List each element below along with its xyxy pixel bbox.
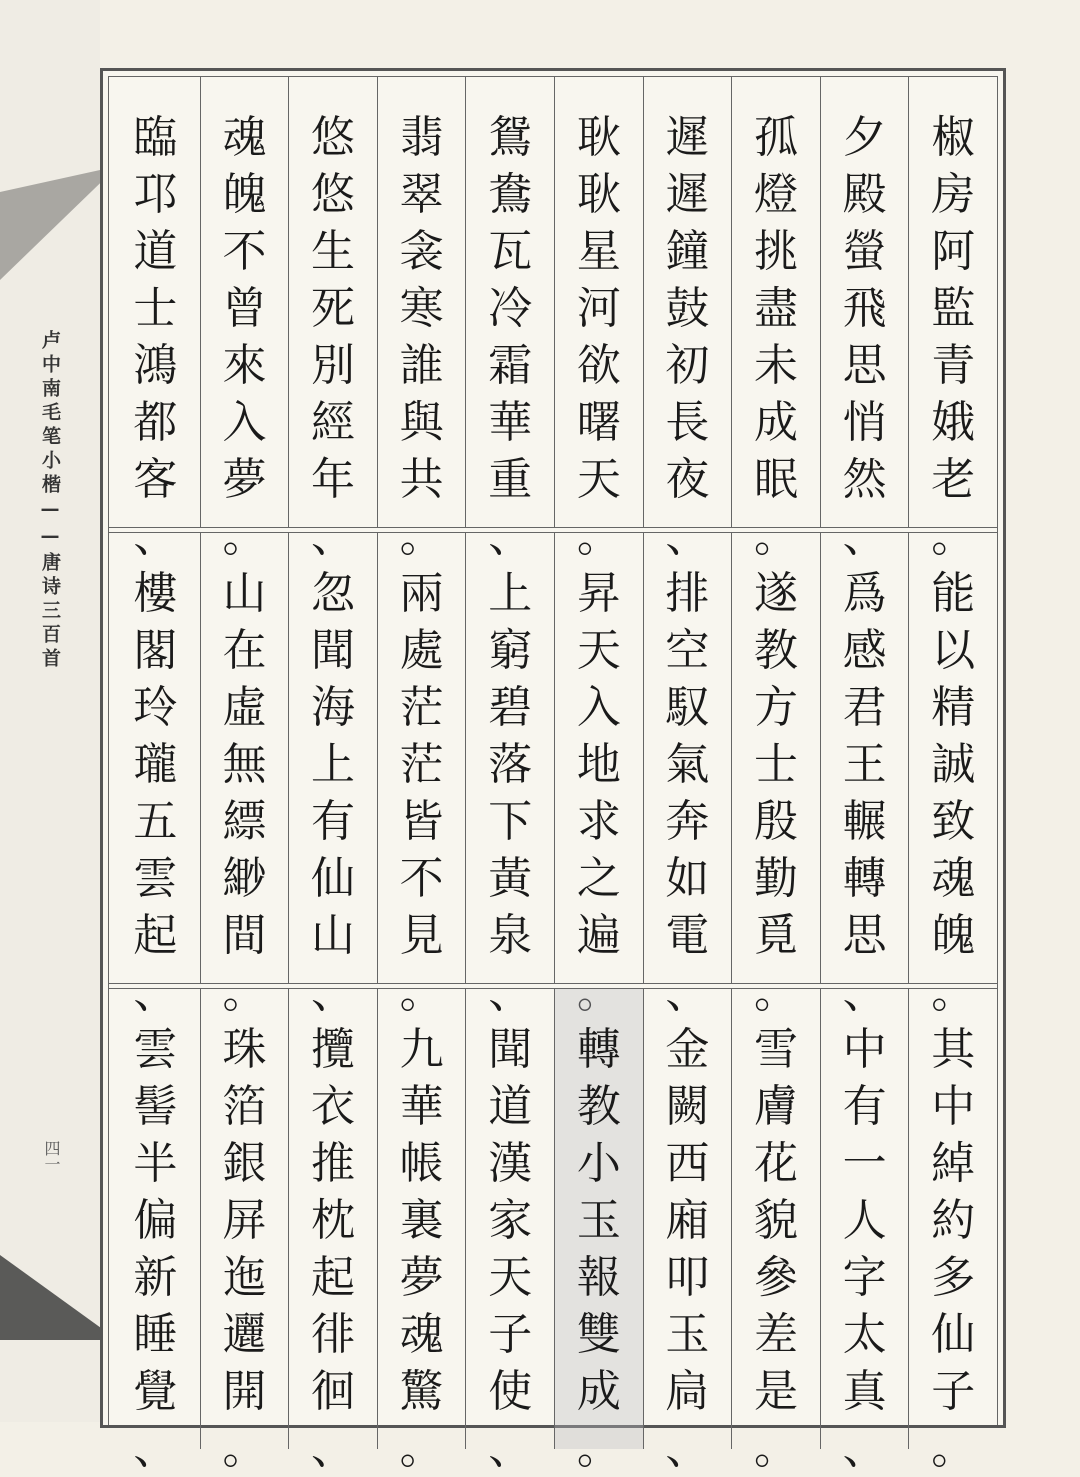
verse-character: 眠 [754,454,799,505]
verse-character: 爲 [842,568,887,619]
verse-character: 新 [133,1252,178,1303]
verse-character: 人 [842,1195,887,1246]
verse-character: 。 [399,511,444,562]
verse-character: 、 [133,1423,178,1474]
verse-character: 年 [311,454,356,505]
verse-character: 、 [488,511,533,562]
verse-character: 瓦 [488,226,533,277]
verse-character: 精 [931,682,976,733]
verse-character: 見 [399,910,444,961]
verse-column [820,989,909,1474]
verse-character: 玉 [576,1195,621,1246]
verse-character: 雲 [133,853,178,904]
verse-column [377,989,466,1474]
verse-character: 臨 [133,112,178,163]
verse-character: 多 [931,1252,976,1303]
verse-character: 士 [754,739,799,790]
verse-character: 字 [842,1252,887,1303]
frame-inner-border [108,76,998,1474]
verse-character: 報 [576,1252,621,1303]
verse-character: 成 [754,397,799,448]
verse-character: 感 [842,625,887,676]
verse-character: 耿 [576,169,621,220]
verse-character: 翠 [399,169,444,220]
verse-character: 茫 [399,682,444,733]
verse-character: 銀 [222,1138,267,1189]
verse-character: 與 [399,397,444,448]
verse-character: 殿 [842,169,887,220]
verse-character: 起 [133,910,178,961]
verse-character: 星 [576,226,621,277]
verse-character: 太 [842,1309,887,1360]
verse-character: 輾 [842,796,887,847]
verse-character: 。 [222,511,267,562]
verse-character: 西 [665,1138,710,1189]
verse-column [554,989,643,1474]
verse-character: 邐 [222,1309,267,1360]
verse-character: 。 [399,967,444,1018]
verse-character: 處 [399,625,444,676]
verse-character: 孤 [754,112,799,163]
verse-character: 中 [931,1081,976,1132]
verse-character: 窮 [488,625,533,676]
verse-character: 參 [754,1252,799,1303]
verse-character: 如 [665,853,710,904]
verse-character: 都 [133,397,178,448]
verse-character: 仙 [311,853,356,904]
verse-character: 翡 [399,112,444,163]
verse-column [731,989,820,1474]
verse-character: 海 [311,682,356,733]
verse-character: 鐘 [665,226,710,277]
verse-column [377,77,466,562]
verse-column [111,533,200,1018]
verse-character: 五 [133,796,178,847]
verse-character: 道 [488,1081,533,1132]
verse-character: 入 [222,397,267,448]
verse-character: 聞 [488,1024,533,1075]
verse-character: 思 [842,910,887,961]
verse-character: 是 [754,1366,799,1417]
verse-character: 排 [665,568,710,619]
verse-column [111,77,200,562]
verse-character: 花 [754,1138,799,1189]
verse-character: 勤 [754,853,799,904]
verse-character: 一 [842,1138,887,1189]
verse-character: 、 [842,1423,887,1474]
verse-character: 曾 [222,283,267,334]
verse-character: 鼓 [665,283,710,334]
verse-character: 求 [576,796,621,847]
verse-character: 誠 [931,739,976,790]
verse-column [731,533,820,1018]
verse-character: 。 [222,967,267,1018]
verse-character: 有 [842,1081,887,1132]
verse-character: 玉 [665,1309,710,1360]
verse-character: 阿 [931,226,976,277]
verse-character: 挑 [754,226,799,277]
verse-character: 、 [842,967,887,1018]
verse-character: 夕 [842,112,887,163]
verse-character: 華 [399,1081,444,1132]
verse-character: 悠 [311,112,356,163]
verse-character: 屏 [222,1195,267,1246]
verse-column [820,77,909,562]
verse-character: 王 [842,739,887,790]
verse-character: 開 [222,1366,267,1417]
verse-character: 方 [754,682,799,733]
verse-column [465,77,554,562]
verse-character: 魂 [931,853,976,904]
verse-character: 誰 [399,340,444,391]
verse-character: 九 [399,1024,444,1075]
verse-character: 山 [222,568,267,619]
row-middle [109,533,997,1018]
verse-character: 河 [576,283,621,334]
verse-character: 、 [488,967,533,1018]
verse-character: 天 [488,1252,533,1303]
verse-character: 、 [665,967,710,1018]
verse-character: 忽 [311,568,356,619]
verse-character: 半 [133,1138,178,1189]
verse-character: 鴻 [133,340,178,391]
verse-character: 魄 [222,169,267,220]
verse-character: 教 [576,1081,621,1132]
verse-character: 死 [311,283,356,334]
verse-character: 小 [576,1138,621,1189]
verse-character: 使 [488,1366,533,1417]
verse-column [731,77,820,562]
verse-character: 山 [311,910,356,961]
verse-character: 箔 [222,1081,267,1132]
verse-character: 盡 [754,283,799,334]
verse-character: 、 [842,511,887,562]
verse-character: 衾 [399,226,444,277]
verse-character: 睡 [133,1309,178,1360]
running-head: 卢中南毛笔小楷——唐诗三百首 [39,330,61,672]
verse-character: 。 [576,967,621,1018]
verse-character: 裏 [399,1195,444,1246]
verse-character: 青 [931,340,976,391]
verse-character: 悠 [311,169,356,220]
verse-character: 娥 [931,397,976,448]
verse-character: 徘 [311,1309,356,1360]
verse-character: 耿 [576,112,621,163]
verse-character: 子 [931,1366,976,1417]
row-top [109,77,997,562]
verse-character: 不 [222,226,267,277]
verse-character: 雲 [133,1024,178,1075]
verse-character: 飛 [842,283,887,334]
verse-column [465,533,554,1018]
verse-character: 之 [576,853,621,904]
verse-character: 燈 [754,169,799,220]
verse-character: 兩 [399,568,444,619]
verse-character: 茫 [399,739,444,790]
verse-character: 家 [488,1195,533,1246]
calligraphy-frame [100,68,1006,1474]
verse-character: 。 [754,511,799,562]
verse-character: 馭 [665,682,710,733]
verse-character: 遍 [576,910,621,961]
verse-character: 雙 [576,1309,621,1360]
verse-character: 霜 [488,340,533,391]
verse-character: 仙 [931,1309,976,1360]
verse-column [554,77,643,562]
verse-character: 昇 [576,568,621,619]
verse-character: 扃 [665,1366,710,1417]
verse-column [908,533,997,1018]
verse-character: 衣 [311,1081,356,1132]
verse-character: 鴦 [488,169,533,220]
verse-character: 聞 [311,625,356,676]
verse-character: 天 [576,625,621,676]
verse-character: 氣 [665,739,710,790]
verse-character: 、 [133,511,178,562]
verse-character: 長 [665,397,710,448]
page-number: 四一 [42,1140,61,1172]
verse-character: 生 [311,226,356,277]
verse-character: 。 [576,511,621,562]
verse-character: 遲 [665,112,710,163]
verse-character: 。 [931,967,976,1018]
verse-character: 綽 [931,1138,976,1189]
verse-character: 魂 [399,1309,444,1360]
verse-character: 。 [754,1423,799,1474]
verse-character: 攬 [311,1024,356,1075]
verse-character: 老 [931,454,976,505]
verse-character: 椒 [931,112,976,163]
verse-character: 。 [576,1423,621,1474]
verse-character: 有 [311,796,356,847]
verse-character: 推 [311,1138,356,1189]
verse-character: 鴛 [488,112,533,163]
verse-character: 冷 [488,283,533,334]
verse-character: 欲 [576,340,621,391]
verse-character: 奔 [665,796,710,847]
verse-column [643,77,732,562]
verse-character: 不 [399,853,444,904]
verse-character: 共 [399,454,444,505]
verse-column [200,77,289,562]
verse-character: 無 [222,739,267,790]
verse-character: 寒 [399,283,444,334]
verse-character: 徊 [311,1366,356,1417]
verse-character: 迤 [222,1252,267,1303]
verse-character: 帳 [399,1138,444,1189]
verse-character: 下 [488,796,533,847]
verse-character: 重 [488,454,533,505]
verse-character: 螢 [842,226,887,277]
verse-character: 遲 [665,169,710,220]
verse-character: 、 [665,1423,710,1474]
verse-character: 黃 [488,853,533,904]
verse-character: 、 [133,967,178,1018]
verse-character: 差 [754,1309,799,1360]
verse-character: 。 [931,511,976,562]
verse-character: 曙 [576,397,621,448]
verse-character: 在 [222,625,267,676]
verse-character: 殷 [754,796,799,847]
verse-character: 驚 [399,1366,444,1417]
verse-character: 成 [576,1366,621,1417]
verse-character: 闕 [665,1081,710,1132]
verse-character: 。 [754,967,799,1018]
verse-character: 夢 [222,454,267,505]
verse-character: 思 [842,340,887,391]
verse-character: 虛 [222,682,267,733]
verse-character: 然 [842,454,887,505]
verse-character: 縹 [222,796,267,847]
verse-character: 約 [931,1195,976,1246]
verse-character: 其 [931,1024,976,1075]
verse-character: 漢 [488,1138,533,1189]
verse-character: 天 [576,454,621,505]
verse-character: 道 [133,226,178,277]
verse-character: 監 [931,283,976,334]
verse-column [908,77,997,562]
verse-character: 金 [665,1024,710,1075]
verse-character: 泉 [488,910,533,961]
verse-character: 。 [222,1423,267,1474]
verse-character: 客 [133,454,178,505]
verse-character: 落 [488,739,533,790]
verse-character: 魄 [931,910,976,961]
verse-character: 上 [488,568,533,619]
verse-column [200,533,289,1018]
verse-column [643,989,732,1474]
verse-character: 緲 [222,853,267,904]
verse-character: 、 [311,967,356,1018]
verse-column [288,989,377,1474]
verse-character: 君 [842,682,887,733]
verse-character: 覓 [754,910,799,961]
verse-character: 樓 [133,568,178,619]
verse-column [200,989,289,1474]
verse-character: 玲 [133,682,178,733]
verse-character: 別 [311,340,356,391]
verse-character: 覺 [133,1366,178,1417]
verse-character: 地 [576,739,621,790]
verse-character: 髻 [133,1081,178,1132]
verse-character: 中 [842,1024,887,1075]
verse-character: 、 [665,511,710,562]
verse-character: 珠 [222,1024,267,1075]
verse-character: 華 [488,397,533,448]
verse-column [554,533,643,1018]
verse-character: 來 [222,340,267,391]
verse-character: 魂 [222,112,267,163]
verse-column [820,533,909,1018]
verse-character: 。 [931,1423,976,1474]
verse-character: 上 [311,739,356,790]
verse-character: 廂 [665,1195,710,1246]
verse-character: 悄 [842,397,887,448]
verse-character: 碧 [488,682,533,733]
verse-character: 入 [576,682,621,733]
verse-character: 偏 [133,1195,178,1246]
verse-character: 以 [931,625,976,676]
verse-column [465,989,554,1474]
verse-character: 致 [931,796,976,847]
verse-character: 皆 [399,796,444,847]
verse-character: 夜 [665,454,710,505]
verse-character: 轉 [842,853,887,904]
verse-character: 枕 [311,1195,356,1246]
verse-character: 膚 [754,1081,799,1132]
verse-character: 經 [311,397,356,448]
verse-character: 、 [488,1423,533,1474]
verse-character: 遂 [754,568,799,619]
verse-character: 邛 [133,169,178,220]
verse-character: 、 [311,511,356,562]
verse-column [111,989,200,1474]
verse-character: 能 [931,568,976,619]
verse-character: 轉 [576,1024,621,1075]
verse-character: 。 [399,1423,444,1474]
verse-character: 未 [754,340,799,391]
verse-column [288,77,377,562]
verse-character: 貌 [754,1195,799,1246]
verse-character: 子 [488,1309,533,1360]
verse-column [643,533,732,1018]
verse-character: 士 [133,283,178,334]
verse-character: 起 [311,1252,356,1303]
verse-character: 夢 [399,1252,444,1303]
verse-column [908,989,997,1474]
verse-character: 叩 [665,1252,710,1303]
verse-character: 、 [311,1423,356,1474]
verse-character: 房 [931,169,976,220]
verse-character: 瓏 [133,739,178,790]
verse-column [288,533,377,1018]
row-bottom [109,989,997,1474]
verse-character: 雪 [754,1024,799,1075]
verse-character: 間 [222,910,267,961]
verse-character: 電 [665,910,710,961]
verse-character: 真 [842,1366,887,1417]
verse-column [377,533,466,1018]
verse-character: 空 [665,625,710,676]
verse-character: 閣 [133,625,178,676]
verse-character: 初 [665,340,710,391]
verse-character: 教 [754,625,799,676]
